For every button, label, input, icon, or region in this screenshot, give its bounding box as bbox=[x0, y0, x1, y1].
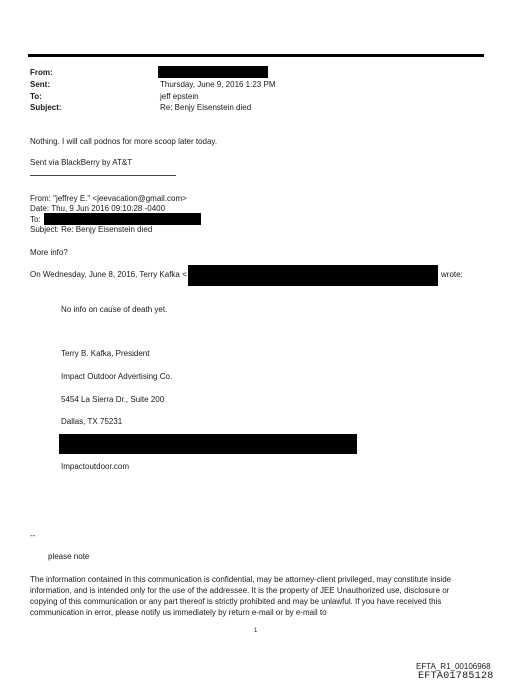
reply-line: Nothing. I will call podnos for more scoop later today. bbox=[30, 137, 218, 146]
footer-id-primary: EFTA_R1_00106968 bbox=[416, 662, 491, 671]
page-number: 1 bbox=[254, 628, 258, 634]
quoted-subject: Subject: Re: Benjy Eisenstein died bbox=[30, 225, 153, 234]
signature-divider bbox=[30, 175, 176, 176]
on-wrote-prefix: On Wednesday, June 8, 2016, Terry Kafka < bbox=[30, 270, 187, 279]
signature-city: Dallas, TX 75231 bbox=[61, 417, 123, 426]
from-redaction bbox=[158, 66, 268, 78]
to-label: To: bbox=[30, 92, 42, 101]
please-note: please note bbox=[48, 552, 90, 561]
sent-via-line: Sent via BlackBerry by AT&T bbox=[30, 158, 133, 167]
signature-address: 5454 La Sierra Dr., Suite 200 bbox=[61, 395, 165, 404]
subject-value: Re: Benjy Eisenstein died bbox=[160, 103, 252, 112]
to-value: jeff epstein bbox=[160, 92, 199, 101]
no-info-line: No info on cause of death yet. bbox=[61, 305, 168, 314]
disclaimer-text: The information contained in this communication is confidential, may be attorney-client privileged, may constitute inside information, and is intended only for the use of the addressee. It is the property of JEE Unauthorized use, disclosure or copying of this communication or any part thereof is strictly prohibited and may be unlawful. If you have received this communication in error, please notify us immediately by return e-mail or by e-mail to bbox=[30, 575, 452, 617]
signature-company: Impact Outdoor Advertising Co. bbox=[61, 372, 173, 381]
signature-website: Impactoutdoor.com bbox=[61, 462, 130, 471]
more-info-line: More info? bbox=[30, 248, 68, 257]
separator-dashes: -- bbox=[30, 531, 36, 540]
signature-name: Terry B. Kafka, President bbox=[61, 349, 150, 358]
quoted-to-redaction bbox=[44, 213, 201, 225]
header-top-rule bbox=[28, 54, 484, 57]
subject-label: Subject: bbox=[30, 103, 62, 112]
phone-redaction bbox=[59, 434, 357, 454]
from-label: From: bbox=[30, 68, 53, 77]
quoted-from: From: "jeffrey E." <jeevacation@gmail.com> bbox=[30, 194, 187, 203]
footer-id-secondary: EFTA01785128 bbox=[418, 671, 494, 682]
sent-label: Sent: bbox=[30, 80, 50, 89]
sent-value: Thursday, June 9, 2016 1:23 PM bbox=[160, 80, 276, 89]
quoted-date: Date: Thu, 9 Jun 2016 09:10:28 -0400 bbox=[30, 204, 166, 213]
email-redaction bbox=[188, 265, 438, 286]
quoted-to: To: bbox=[30, 215, 41, 224]
on-wrote-suffix: wrote: bbox=[441, 270, 463, 279]
